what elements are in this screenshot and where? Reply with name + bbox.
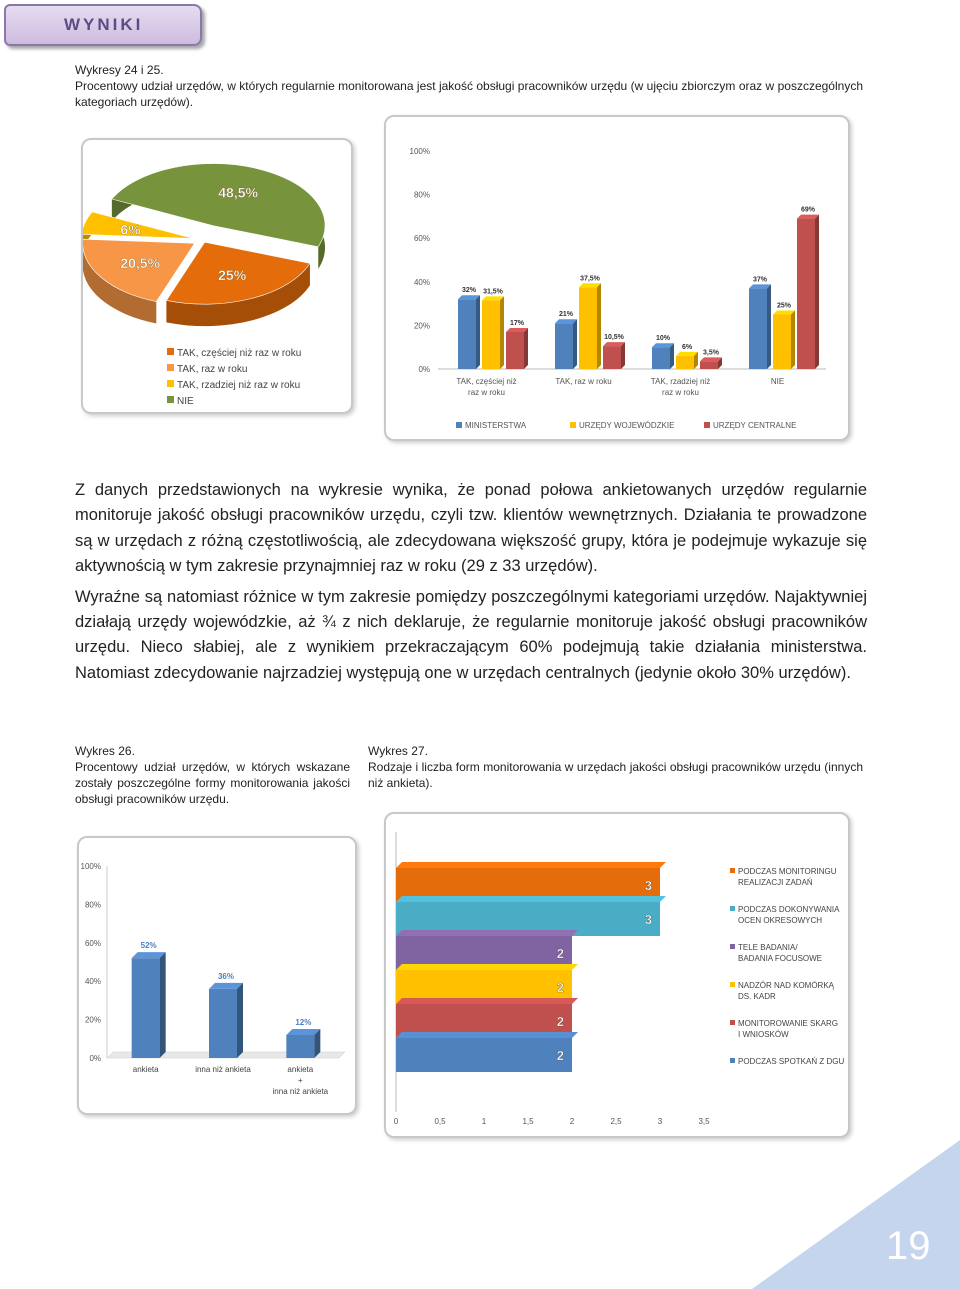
paragraph-1: Z danych przedstawionych na wykresie wynika, że ponad połowa ankietowanych urzędów regularnie monitoruje jakość obsługi pracowników urzędu, czyli tzw. klientów wewnętrznych. Działania te prowadzone są w urzędach z różną częstotliwością, ale zdecydowana większość grupy, która je podejmuje wykazuje się aktywnością w tym zakresie przynajmniej raz w roku (29 z 33 urzędów). — [75, 481, 867, 576]
bar — [286, 1035, 314, 1058]
bar-side — [476, 295, 480, 369]
bar-value-label: 10,5% — [604, 334, 624, 342]
bar-side — [815, 215, 819, 369]
bar-value-label: 36% — [217, 971, 235, 981]
pie-slice-label: 25% — [218, 266, 247, 283]
y-tick-label: 80% — [84, 900, 101, 910]
x-tick-label: NIE — [770, 377, 785, 386]
x-tick-label: TAK, częściej niż raz w roku — [456, 377, 517, 397]
y-tick-label: 60% — [84, 938, 101, 948]
bar-side — [573, 319, 577, 369]
hbar-value-label: 2 — [556, 946, 564, 961]
bar-chart-forms — [79, 838, 355, 1113]
bar-side — [237, 983, 243, 1058]
bar-value-label: 17% — [509, 319, 525, 327]
x-tick-label: 1 — [481, 1117, 487, 1126]
x-tick-label: TAK, rzadziej niż raz w roku — [650, 377, 711, 397]
bar-value-label: 52% — [140, 941, 157, 951]
bar-side — [791, 311, 795, 370]
x-tick-label: 0 — [393, 1117, 399, 1126]
legend-label: BADANIA FOCUSOWE — [738, 954, 823, 963]
bar-chart-categories — [386, 117, 848, 439]
legend-label: REALIZACJI ZADAŃ — [738, 878, 813, 887]
bar — [132, 958, 160, 1058]
bar — [458, 299, 476, 369]
bar-side — [597, 283, 601, 369]
hbar-top — [396, 998, 578, 1004]
pie-chart — [83, 140, 351, 412]
legend-label: I WNIOSKÓW — [738, 1030, 789, 1039]
caption-title: Wykres 27. — [368, 744, 428, 758]
bar-top — [209, 983, 243, 989]
hbar-value-label: 2 — [556, 980, 564, 995]
section-tab — [4, 4, 202, 46]
bar — [773, 315, 791, 370]
legend-swatch — [730, 944, 735, 949]
hbar-top — [396, 862, 666, 868]
x-tick-label: TAK, raz w roku — [555, 377, 612, 386]
legend-swatch — [730, 982, 735, 987]
bar-value-label: 3,5% — [703, 349, 719, 357]
x-tick-label: 2,5 — [610, 1117, 622, 1126]
y-tick-label: 40% — [413, 277, 430, 287]
bar-value-label: 37,5% — [580, 275, 600, 283]
hbar-top — [396, 896, 666, 902]
bar — [749, 288, 767, 369]
bar — [506, 332, 524, 369]
legend-swatch — [456, 422, 462, 428]
pie-legend-label: TAK, częściej niż raz w roku — [177, 348, 302, 359]
caption-chart-27 — [368, 743, 863, 791]
bar-value-label: 10% — [655, 335, 671, 343]
legend-label: TELE BADANIA/ — [738, 943, 798, 952]
body-text — [75, 478, 867, 691]
y-tick-label: 80% — [413, 190, 430, 200]
caption-title: Wykres 26. — [75, 744, 135, 758]
bar — [797, 219, 815, 369]
legend-label: NADZÓR NAD KOMÓRKĄ — [738, 981, 835, 990]
bar — [676, 356, 694, 369]
bar — [652, 347, 670, 369]
pie-legend-label: TAK, raz w roku — [177, 364, 248, 375]
section-tab-label: WYNIKI — [64, 15, 144, 34]
hbar-top — [396, 964, 578, 970]
x-tick-label: ankieta + inna niż ankieta — [272, 1065, 329, 1096]
y-tick-label: 100% — [409, 147, 430, 156]
caption-text: Procentowy udział urzędów, w których regularnie monitorowana jest jakość obsługi pracowników urzędu (w ujęciu zbiorczym oraz w poszczególnych kategoriach urzędów). — [75, 79, 863, 109]
x-tick-label: ankieta — [132, 1065, 159, 1074]
bar-chart-categories-panel — [384, 115, 850, 441]
hbar-value-label: 3 — [644, 878, 652, 893]
hbar-value-label: 2 — [556, 1048, 564, 1063]
x-tick-label: 3 — [657, 1117, 663, 1126]
bar-value-label: 21% — [558, 311, 574, 319]
bar-chart-forms-panel — [77, 836, 357, 1115]
paragraph-2: Wyraźne są natomiast różnice w tym zakresie pomiędzy poszczególnymi kategoriami urzędów. Najaktywniej działają urzędy wojewódzkie, aż ¾ z nich deklaruje, że regularnie monitoruje jakość obsługi pracowników urzędu. Nieco słabiej, ale z wynikiem przekraczającym 60% podejmują takie działania ministerstwa. Natomiast zdecydowanie najrzadziej występują one w urzędach centralnych (jedynie około 30% urzędów). — [75, 587, 867, 682]
bar-top — [286, 1029, 320, 1035]
legend-swatch — [730, 906, 735, 911]
pie-legend-label: NIE — [177, 396, 194, 407]
legend-swatch — [730, 1058, 735, 1063]
legend-swatch — [730, 868, 735, 873]
caption-text: Rodzaje i liczba form monitorowania w urzędach jakości obsługi pracowników urzędu (innych niż ankieta). — [368, 760, 863, 790]
y-tick-label: 100% — [80, 862, 101, 871]
hbar-chart-types-panel — [384, 812, 850, 1138]
bar — [209, 989, 237, 1058]
bar — [579, 287, 597, 369]
bar — [555, 323, 573, 369]
legend-label: MONITOROWANIE SKARG — [738, 1019, 839, 1028]
x-tick-label: 2 — [569, 1117, 575, 1126]
bar-side — [670, 343, 674, 369]
bar-value-label: 25% — [776, 302, 792, 310]
pie-chart-panel — [81, 138, 353, 414]
legend-label: PODCZAS SPOTKAŃ Z DGU — [738, 1057, 845, 1066]
bar-value-label: 69% — [800, 206, 816, 214]
pie-slice-label: 20,5% — [120, 254, 161, 271]
x-tick-label: 1,5 — [522, 1117, 534, 1126]
bar — [603, 346, 621, 369]
bar-value-label: 31,5% — [483, 288, 503, 296]
caption-title: Wykresy 24 i 25. — [75, 63, 164, 77]
pie-legend-label: TAK, rzadziej niż raz w roku — [177, 380, 301, 391]
y-tick-label: 0% — [418, 365, 430, 374]
x-tick-label: inna niż ankieta — [195, 1065, 251, 1074]
legend-label: PODCZAS MONITORINGU — [738, 867, 837, 876]
pie-legend-swatch — [167, 380, 174, 387]
page-number: 19 — [886, 1224, 931, 1268]
hbar-top — [396, 1032, 578, 1038]
bar-value-label: 12% — [295, 1017, 312, 1027]
pie-legend-swatch — [167, 364, 174, 371]
x-tick-label: 3,5 — [698, 1117, 710, 1126]
caption-charts-24-25 — [75, 62, 863, 110]
bar-side — [621, 342, 625, 369]
bar-value-label: 37% — [752, 276, 768, 284]
legend-label: MINISTERSTWA — [465, 421, 527, 430]
y-tick-label: 20% — [84, 1015, 101, 1025]
legend-label: URZĘDY CENTRALNE — [713, 421, 797, 430]
hbar-value-label: 3 — [644, 912, 652, 927]
legend-label: PODCZAS DOKONYWANIA — [738, 905, 840, 914]
pie-legend-swatch — [167, 396, 174, 403]
legend-swatch — [570, 422, 576, 428]
x-tick-label: 0,5 — [434, 1117, 446, 1126]
pie-slice-label: 6% — [120, 221, 141, 238]
bar-side — [767, 284, 771, 369]
hbar — [396, 1038, 572, 1072]
y-tick-label: 40% — [84, 977, 101, 987]
caption-text: Procentowy udział urzędów, w których wskazane zostały poszczególne formy monitorowania jakości obsługi pracowników urzędu. — [75, 760, 350, 806]
bar-side — [160, 952, 166, 1058]
y-tick-label: 60% — [413, 234, 430, 244]
legend-label: URZĘDY WOJEWÓDZKIE — [579, 421, 675, 430]
hbar-value-label: 2 — [556, 1014, 564, 1029]
bar-value-label: 6% — [681, 343, 693, 351]
y-tick-label: 0% — [89, 1054, 101, 1063]
bar-side — [524, 328, 528, 369]
legend-swatch — [704, 422, 710, 428]
legend-swatch — [730, 1020, 735, 1025]
bar — [700, 361, 718, 369]
bar — [482, 300, 500, 369]
legend-label: DS. KADR — [738, 992, 776, 1001]
bar-value-label: 32% — [461, 287, 477, 295]
hbar-chart-types — [386, 814, 848, 1136]
pie-slice-label: 48,5% — [218, 184, 258, 201]
y-tick-label: 20% — [413, 321, 430, 331]
bar-side — [500, 296, 504, 369]
pie-legend-swatch — [167, 348, 174, 355]
hbar-top — [396, 930, 578, 936]
legend-label: OCEN OKRESOWYCH — [738, 916, 823, 925]
caption-chart-26 — [75, 743, 350, 807]
